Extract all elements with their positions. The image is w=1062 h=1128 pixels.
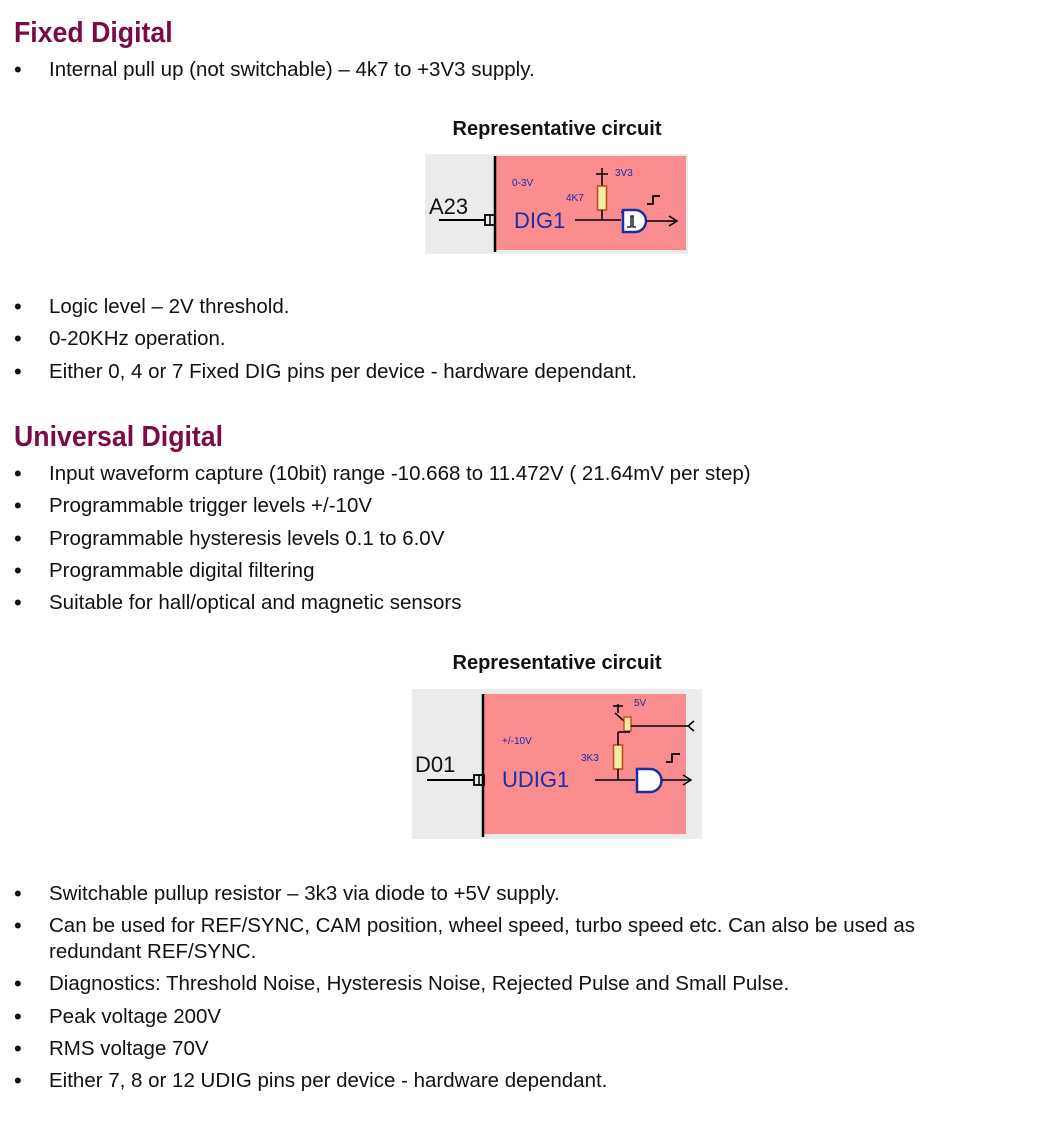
list-item: • Diagnostics: Threshold Noise, Hysteresis Noise, Rejected Pulse and Small Pulse. — [14, 971, 790, 997]
supply-label: 5V — [634, 698, 647, 709]
block-label: DIG1 — [514, 208, 566, 233]
list-item: • RMS voltage 70V — [14, 1035, 209, 1061]
list-item: • Input waveform capture (10bit) range -10.668 to 11.472V ( 21.64mV per step) — [14, 461, 751, 486]
circuit-caption: Representative circuit — [452, 652, 662, 674]
fixed-bullets-top — [0, 54, 990, 86]
circuit-diagram-udig1 — [412, 689, 702, 839]
resistor-label: 4K7 — [566, 193, 584, 204]
universal-bullets-top — [0, 458, 990, 619]
universal-bullets-bottom — [0, 878, 990, 1097]
supply-label: 3V3 — [615, 168, 633, 179]
pin-label: D01 — [415, 752, 456, 777]
list-item: • Either 0, 4 or 7 Fixed DIG pins per device - hardware dependant. — [14, 358, 637, 384]
pin-label: A23 — [429, 194, 469, 219]
range-label: +/-10V — [502, 736, 532, 747]
list-item: • Switchable pullup resistor – 3k3 via diode to +5V supply. — [14, 881, 560, 906]
fixed-bullets-bottom — [0, 291, 990, 388]
list-item: • Programmable trigger levels +/-10V — [14, 493, 373, 519]
list-item: • 0-20KHz operation. — [14, 326, 226, 352]
list-item: • Peak voltage 200V — [14, 1003, 222, 1029]
circuit-diagram-dig1 — [425, 154, 688, 254]
list-item: • Either 7, 8 or 12 UDIG pins per device - hardware dependant. — [14, 1068, 608, 1094]
section-title-fixed-digital: Fixed Digital — [14, 17, 173, 49]
range-label: 0-3V — [512, 178, 534, 189]
list-item: • Programmable hysteresis levels 0.1 to 6.0V — [14, 525, 445, 551]
list-item: • Internal pull up (not switchable) – 4k7 to +3V3 supply. — [14, 57, 535, 82]
list-item: • Logic level – 2V threshold. — [14, 294, 290, 319]
list-item: • Suitable for hall/optical and magnetic sensors — [14, 590, 462, 616]
resistor-label: 3K3 — [581, 753, 599, 764]
section-title-universal-digital: Universal Digital — [14, 421, 224, 453]
list-item: • Programmable digital filtering — [14, 557, 315, 583]
circuit-caption: Representative circuit — [452, 118, 662, 140]
list-item: • Can be used for REF/SYNC, CAM position, wheel speed, turbo speed etc. Can also be used as redundant REF/SYNC. — [14, 913, 916, 963]
block-label: UDIG1 — [502, 767, 570, 792]
